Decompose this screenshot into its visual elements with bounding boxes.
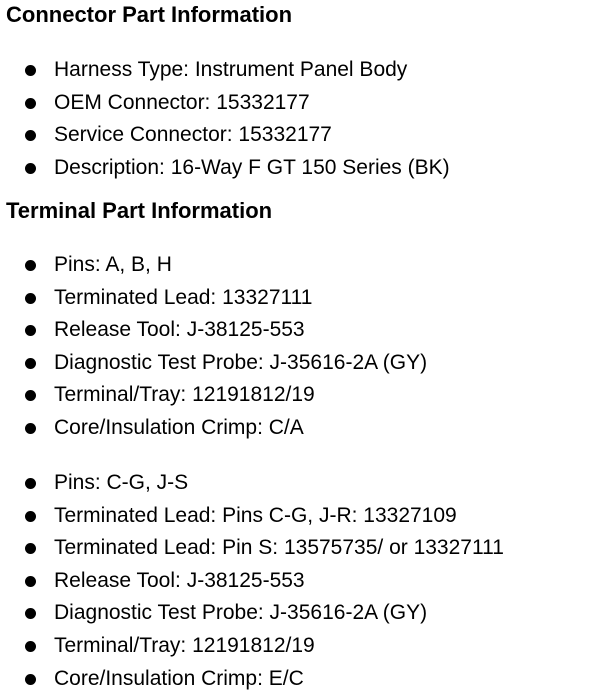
bullet-icon [25,576,36,587]
bullet-icon [25,98,36,109]
bullet-icon [25,478,36,489]
list-item-text: Terminated Lead: Pins C-G, J-R: 13327109 [54,503,457,527]
bullet-icon [25,511,36,522]
list-item-text: Harness Type: Instrument Panel Body [54,58,408,81]
list-item-text: Terminated Lead: 13327111 [54,285,313,309]
list-item-text: Release Tool: J-38125-553 [54,568,305,592]
list-item-text: Core/Insulation Crimp: C/A [54,415,304,439]
bullet-icon [25,390,36,401]
list-item-text: Core/Insulation Crimp: E/C [54,666,304,690]
list-item-text: OEM Connector: 15332177 [54,90,310,114]
list-item-text: Release Tool: J-38125-553 [54,318,305,342]
bullet-icon [25,163,36,174]
bullet-icon [25,260,36,271]
list-item-text: Service Connector: 15332177 [54,123,332,147]
list-item-text: Pins: A, B, H [54,253,172,276]
bullet-icon [25,358,36,369]
bullet-icon [25,293,36,304]
bullet-icon [25,674,36,685]
bullet-icon [25,325,36,336]
connector-part-information-heading: Connector Part Information [6,2,293,27]
list-item-text: Diagnostic Test Probe: J-35616-2A (GY) [54,601,428,625]
bullet-icon [25,130,36,141]
list-item-text: Terminal/Tray: 12191812/19 [54,383,315,407]
list-item-text: Diagnostic Test Probe: J-35616-2A (GY) [54,350,428,374]
bullet-icon [25,423,36,434]
bullet-icon [25,608,36,619]
list-item-text: Description: 16-Way F GT 150 Series (BK) [54,155,450,179]
bullet-icon [25,641,36,652]
list-item-text: Terminal/Tray: 12191812/19 [54,633,315,657]
terminal-part-information-heading: Terminal Part Information [6,198,273,223]
bullet-icon [25,543,36,554]
bullet-icon [25,65,36,76]
list-item-text: Terminated Lead: Pin S: 13575735/ or 13327111 [54,536,504,560]
list-item-text: Pins: C-G, J-S [54,471,189,494]
